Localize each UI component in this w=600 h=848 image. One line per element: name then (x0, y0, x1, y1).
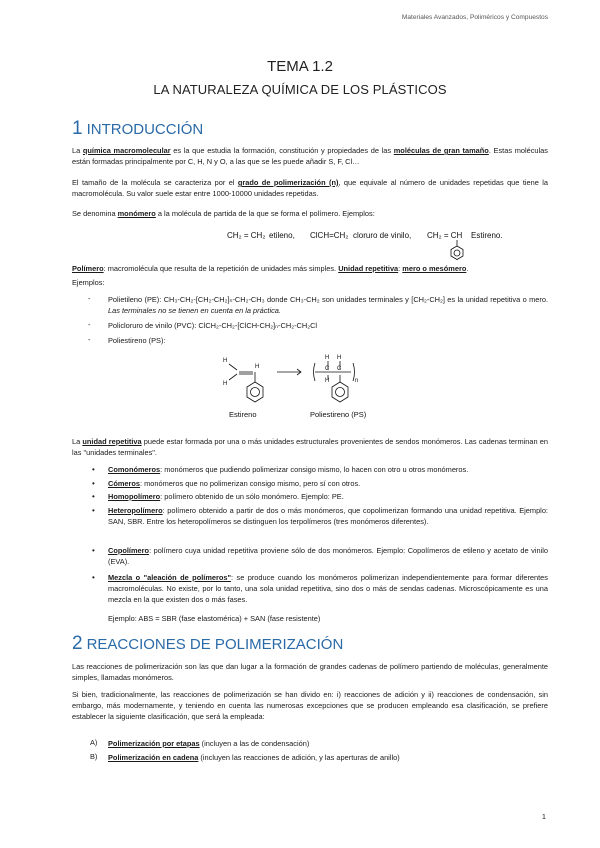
hydrogen-atom: H (223, 381, 228, 387)
bullet: • (92, 573, 95, 582)
term-unidad-repetitiva: Unidad repetitiva (338, 264, 399, 273)
carbon-atom: C (337, 366, 342, 372)
styrene-name: Estireno. (471, 231, 503, 240)
hydrogen-atom: H (325, 378, 330, 384)
hydrogen-atom: H (325, 355, 330, 361)
ethylene-formula: CH₂ = CH₂ (227, 231, 266, 240)
vinyl-chloride-formula: ClCH=CH₂ (310, 231, 349, 240)
list-item-comeros: Cómeros: monómeros que no polimerizan consigo mismo, pero sí con otros. (108, 479, 361, 488)
list-item-heteropolimero: Heteropolímero: polímero obtenido a partir de dos o más monómeros, que copolimerizan formando una unidad repetitiva. Ejemplo: SAN, SBR. Entre los heteropolímeros se distinguen los terpolímeros (tres monómeros diferentes). (108, 506, 548, 526)
section-1-title: INTRODUCCIÓN (86, 121, 204, 138)
page-title: TEMA 1.2 (267, 58, 333, 75)
styrene-polymerization-figure (215, 348, 375, 422)
example-polystyrene: Poliestireno (PS): (108, 336, 166, 345)
list-item-homopolimero: Homopolímero: polímero obtenido de un sólo monómero. Ejemplo: PE. (108, 492, 344, 501)
ethylene-name: etileno, (269, 231, 295, 240)
section-1-number: 1 (72, 118, 83, 139)
paragraph-polymer-definition: Polímero: macromolécula que resulta de la repetición de unidades más simples. Unidad repetitiva: mero o mesómero. (72, 264, 469, 273)
bullet: • (92, 492, 95, 501)
list-item-comonomeros: Comonómeros: monómeros que pudiendo polimerizar consigo mismo, lo hacen con otro u otros monómeros. (108, 465, 469, 474)
styrene-label: Estireno (229, 410, 257, 419)
hydrogen-atom: H (337, 355, 342, 361)
section-2-heading (72, 633, 343, 655)
page-subtitle: LA NATURALEZA QUÍMICA DE LOS PLÁSTICOS (153, 82, 447, 97)
paragraph-repeat-unit: La unidad repetitiva puede estar formada por una o más unidades estructurales provenientes de sendos monómeros. Las cadenas terminan en las "unidades terminales". (72, 437, 548, 457)
paragraph-classification: Si bien, tradicionalmente, las reacciones de polimerización se han divido en: i) reacciones de adición y ii) reacciones de condensación, sin embargo, más modernamente, y teniendo en cuenta las numerosas excepciones que se producen empleando esa clasificación, se prefiere establecer la siguiente clasificación, que será la empleada: (72, 690, 548, 721)
bullet: • (92, 479, 95, 488)
list-item-copolimero: Copolímero: polímero cuya unidad repetitiva proviene sólo de dos monómeros. Ejemplo: Copolímeros de etileno y acetato de vinilo (EVA). (108, 546, 548, 566)
example-pvc: Policloruro de vinilo (PVC): ClCH₂-CH₂-[ClCH-CH₂]ₙ-CH₂-CH₂Cl (108, 321, 318, 330)
section-1-heading (72, 118, 203, 140)
hydrogen-atom: H (223, 358, 228, 364)
bullet: • (92, 465, 95, 474)
paragraph-polymerization-reactions: Las reacciones de polimerización son las que dan lugar a la formación de grandes cadenas de polímero partiendo de moléculas, generalmente simples, llamadas monómeros. (72, 662, 548, 682)
term-quimica-macromolecular: química macromolecular (82, 146, 171, 155)
list-dash: - (88, 294, 91, 303)
term-unidad-repetitiva-2: unidad repetitiva (82, 437, 142, 446)
abs-example: Ejemplo: ABS = SBR (fase elastomérica) + SAN (fase resistente) (108, 614, 321, 623)
paragraph-polymerization-degree: El tamaño de la molécula se caracteriza por el grado de polimerización (n), que equivale al número de unidades repetidas que tiene la macromolécula. Su valor suele estar entre 1000-10000 unidades repetidas. (72, 178, 549, 198)
section-2-title: REACCIONES DE POLIMERIZACIÓN (86, 636, 344, 653)
list-marker-a: A) (90, 738, 98, 747)
paragraph-monomer: Se denomina monómero a la molécula de partida de la que se forma el polímero. Ejemplos: (72, 209, 375, 218)
monomer-examples-figure (225, 222, 525, 260)
term-mero-mesomero: mero o mesómero (402, 264, 467, 273)
list-marker-b: B) (90, 752, 98, 761)
term-monomero: monómero (117, 209, 156, 218)
vinyl-chloride-name: cloruro de vinilo, (353, 231, 412, 240)
term-moleculas-gran-tamano: moléculas de gran tamaño (393, 146, 489, 155)
list-item-mezcla: Mezcla o "aleación de polímeros": se produce cuando los monómeros polimerizan independientemente para formar diferentes macromoléculas. No existe, por lo tanto, una sola unidad repetitiva, sino dos o más de sendas cadenas. Microscópicamente es una mezcla en la que existen dos o más fases. (108, 573, 548, 604)
carbon-atom: C (325, 366, 330, 372)
section-2-number: 2 (72, 633, 83, 654)
bullet: • (92, 546, 95, 555)
paragraph-macromolecular: La química macromolecular es la que estudia la formación, constitución y propiedades de las moléculas de gran tamaño. Estas moléculas están formadas principalmente por C, H, N y O, a las que se les puede añadir S, F, Cl… (72, 146, 548, 166)
example-polyethylene: Polietileno (PE): CH₃-CH₂-[CH₂-CH₂]ₙ-CH₂-CH₃ donde CH₃-CH₂ son unidades terminales y [CH₂-CH₂] es la unidad repetitiva o mero. Las terminales no se tienen en cuenta en la práctica. (108, 295, 548, 315)
hydrogen-atom: H (255, 364, 260, 370)
examples-label: Ejemplos: (72, 278, 105, 287)
running-header: Materiales Avanzados, Poliméricos y Compuestos (401, 14, 548, 21)
list-item-cadena: Polimerización en cadena (incluyen las reacciones de adición, y las aperturas de anillo) (108, 753, 400, 762)
repeat-index: n (355, 378, 359, 384)
term-polimero: Polímero (72, 264, 104, 273)
bullet: • (92, 506, 95, 515)
list-dash: - (88, 320, 91, 329)
styrene-ring-icon (451, 240, 463, 260)
styrene-formula: CH₂ = CH (427, 231, 463, 240)
page-number: 1 (541, 812, 546, 821)
term-grado-polimerizacion: grado de polimerización (n) (237, 178, 339, 187)
list-item-etapas: Polimerización por etapas (incluyen a las de condensación) (108, 739, 310, 748)
list-dash: - (88, 335, 91, 344)
polystyrene-label: Poliestireno (PS) (310, 410, 367, 419)
